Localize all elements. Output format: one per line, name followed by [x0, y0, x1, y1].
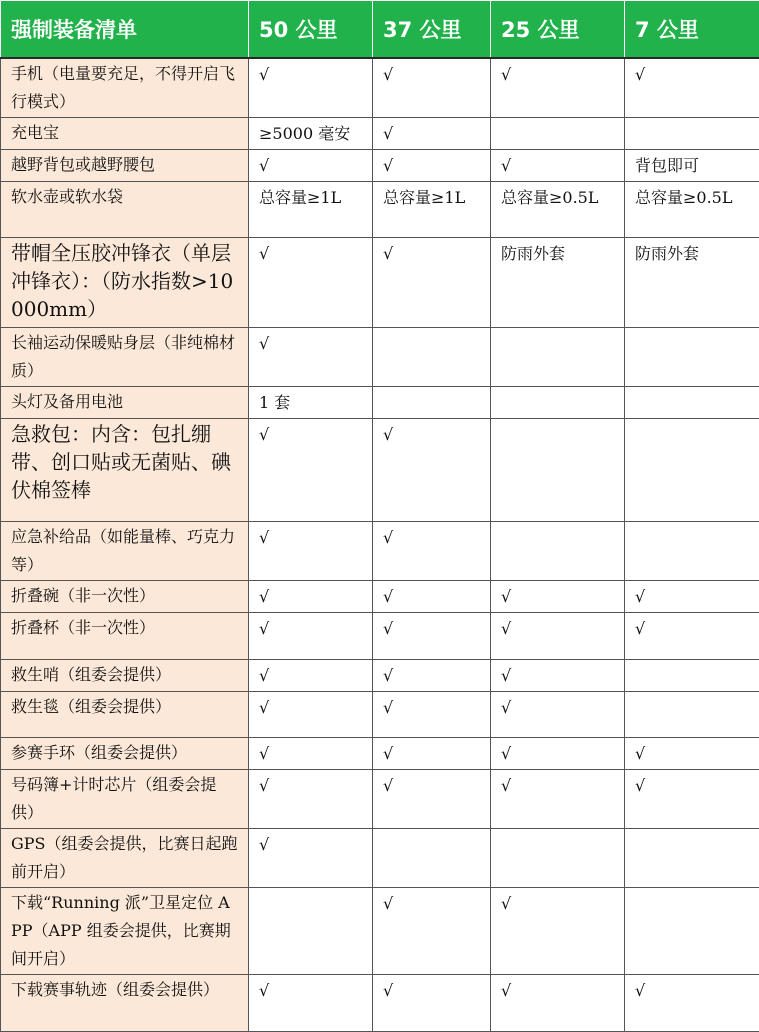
gear-item-label: 折叠杯（非一次性） — [1, 613, 249, 660]
gear-item-label: 救生哨（组委会提供） — [1, 660, 249, 692]
table-row — [1, 888, 759, 975]
requirement-cell-7km: √ — [625, 58, 759, 118]
gear-item-label: 参赛手环（组委会提供） — [1, 738, 249, 770]
requirement-cell-25km: √ — [491, 692, 625, 738]
requirement-cell-25km: √ — [491, 581, 625, 613]
gear-item-label: 救生毯（组委会提供） — [1, 692, 249, 738]
requirement-cell-37km — [373, 387, 491, 419]
table-row — [1, 238, 759, 328]
requirement-cell-7km — [625, 692, 759, 738]
gear-item-label: 急救包：内含：包扎绷带、创口贴或无菌贴、碘伏棉签棒 — [1, 419, 249, 522]
gear-item-label: 头灯及备用电池 — [1, 387, 249, 419]
gear-item-label: 折叠碗（非一次性） — [1, 581, 249, 613]
table-row — [1, 419, 759, 522]
requirement-cell-7km — [625, 328, 759, 387]
header-distance-50km: 50 公里 — [249, 1, 373, 59]
requirement-cell-7km — [625, 522, 759, 581]
requirement-cell-25km: √ — [491, 738, 625, 770]
gear-item-label: 应急补给品（如能量棒、巧克力等） — [1, 522, 249, 581]
table-row — [1, 150, 759, 182]
requirement-cell-37km: 总容量≥1L — [373, 182, 491, 238]
requirement-cell-37km: √ — [373, 419, 491, 522]
requirement-cell-25km: √ — [491, 770, 625, 829]
requirement-cell-25km: √ — [491, 613, 625, 660]
requirement-cell-37km: √ — [373, 888, 491, 975]
requirement-cell-37km: √ — [373, 581, 491, 613]
requirement-cell-37km: √ — [373, 58, 491, 118]
requirement-cell-25km: √ — [491, 660, 625, 692]
requirement-cell-7km: 总容量≥0.5L — [625, 182, 759, 238]
table-row — [1, 581, 759, 613]
requirement-cell-25km: √ — [491, 888, 625, 975]
table-row — [1, 58, 759, 118]
header-distance-37km: 37 公里 — [373, 1, 491, 59]
requirement-cell-7km — [625, 419, 759, 522]
requirement-cell-25km: √ — [491, 150, 625, 182]
requirement-cell-50km: √ — [249, 581, 373, 613]
header-row — [1, 1, 759, 59]
requirement-cell-50km — [249, 888, 373, 975]
requirement-cell-50km: √ — [249, 770, 373, 829]
requirement-cell-7km — [625, 829, 759, 888]
table-row — [1, 522, 759, 581]
table-row — [1, 829, 759, 888]
requirement-cell-37km: √ — [373, 118, 491, 150]
requirement-cell-37km: √ — [373, 522, 491, 581]
header-distance-25km: 25 公里 — [491, 1, 625, 59]
requirement-cell-7km: √ — [625, 613, 759, 660]
requirement-cell-25km — [491, 387, 625, 419]
requirement-cell-37km: √ — [373, 975, 491, 1032]
table-row — [1, 118, 759, 150]
requirement-cell-37km: √ — [373, 238, 491, 328]
requirement-cell-25km: √ — [491, 975, 625, 1032]
table-row — [1, 770, 759, 829]
requirement-cell-25km: 总容量≥0.5L — [491, 182, 625, 238]
requirement-cell-25km — [491, 829, 625, 888]
requirement-cell-50km: ≥5000 毫安 — [249, 118, 373, 150]
gear-item-label: 带帽全压胶冲锋衣（单层冲锋衣）：（防水指数>10000mm） — [1, 238, 249, 328]
gear-table-body — [1, 58, 759, 1032]
table-row — [1, 692, 759, 738]
gear-item-label: 手机（电量要充足，不得开启飞行模式） — [1, 58, 249, 118]
requirement-cell-50km: √ — [249, 328, 373, 387]
requirement-cell-25km: 防雨外套 — [491, 238, 625, 328]
requirement-cell-50km: √ — [249, 975, 373, 1032]
requirement-cell-37km: √ — [373, 613, 491, 660]
gear-item-label: 越野背包或越野腰包 — [1, 150, 249, 182]
requirement-cell-7km: 背包即可 — [625, 150, 759, 182]
requirement-cell-37km — [373, 328, 491, 387]
requirement-cell-50km: √ — [249, 738, 373, 770]
requirement-cell-7km — [625, 387, 759, 419]
requirement-cell-50km: 1 套 — [249, 387, 373, 419]
requirement-cell-37km: √ — [373, 738, 491, 770]
requirement-cell-25km — [491, 118, 625, 150]
table-row — [1, 738, 759, 770]
requirement-cell-37km — [373, 829, 491, 888]
gear-item-label: 充电宝 — [1, 118, 249, 150]
requirement-cell-50km: √ — [249, 692, 373, 738]
requirement-cell-50km: √ — [249, 238, 373, 328]
table-row — [1, 975, 759, 1032]
requirement-cell-50km: √ — [249, 58, 373, 118]
requirement-cell-7km: √ — [625, 975, 759, 1032]
requirement-cell-50km: √ — [249, 660, 373, 692]
requirement-cell-7km: √ — [625, 581, 759, 613]
requirement-cell-7km — [625, 888, 759, 975]
requirement-cell-37km: √ — [373, 150, 491, 182]
header-title: 强制装备清单 — [1, 1, 249, 59]
requirement-cell-7km — [625, 118, 759, 150]
requirement-cell-7km: √ — [625, 738, 759, 770]
table-row — [1, 182, 759, 238]
requirement-cell-25km — [491, 328, 625, 387]
gear-item-label: 号码簿+计时芯片（组委会提供） — [1, 770, 249, 829]
requirement-cell-25km: √ — [491, 58, 625, 118]
requirement-cell-25km — [491, 522, 625, 581]
gear-item-label: 下载赛事轨迹（组委会提供） — [1, 975, 249, 1032]
requirement-cell-7km — [625, 660, 759, 692]
requirement-cell-25km — [491, 419, 625, 522]
table-row — [1, 328, 759, 387]
requirement-cell-50km: 总容量≥1L — [249, 182, 373, 238]
table-row — [1, 613, 759, 660]
header-distance-7km: 7 公里 — [625, 1, 759, 59]
gear-item-label: 下载“Running 派”卫星定位 APP（APP 组委会提供，比赛期间开启） — [1, 888, 249, 975]
requirement-cell-50km: √ — [249, 150, 373, 182]
requirement-cell-50km: √ — [249, 613, 373, 660]
gear-item-label: 长袖运动保暖贴身层（非纯棉材质） — [1, 328, 249, 387]
gear-item-label: GPS（组委会提供，比赛日起跑前开启） — [1, 829, 249, 888]
requirement-cell-50km: √ — [249, 419, 373, 522]
requirement-cell-50km: √ — [249, 829, 373, 888]
requirement-cell-37km: √ — [373, 660, 491, 692]
requirement-cell-37km: √ — [373, 692, 491, 738]
requirement-cell-7km: 防雨外套 — [625, 238, 759, 328]
gear-item-label: 软水壶或软水袋 — [1, 182, 249, 238]
requirement-cell-7km: √ — [625, 770, 759, 829]
requirement-cell-37km: √ — [373, 770, 491, 829]
table-row — [1, 387, 759, 419]
requirement-cell-50km: √ — [249, 522, 373, 581]
table-row — [1, 660, 759, 692]
